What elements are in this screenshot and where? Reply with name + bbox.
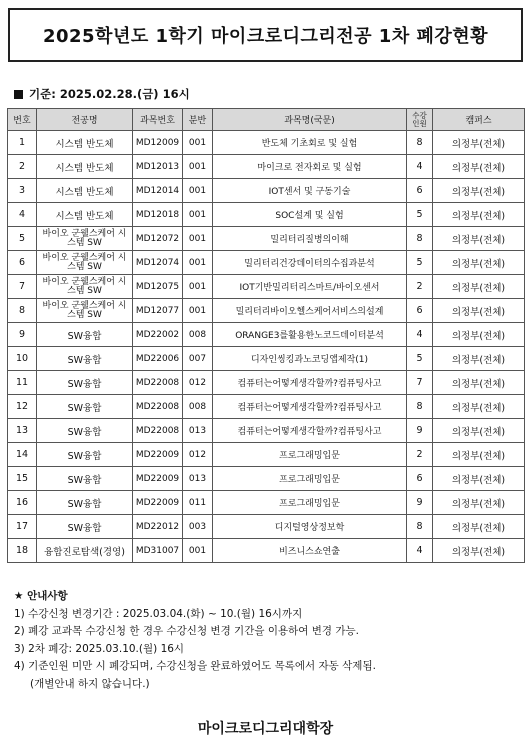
cell-number: 1 [8,131,37,155]
square-bullet-icon [14,90,23,99]
cell-major: SW융합 [37,467,133,491]
cell-enrolled: 8 [407,515,433,539]
cell-number: 12 [8,395,37,419]
table-row [8,419,525,443]
cell-course-name: 컴퓨터는어떻게생각할까?컴퓨팅사고 [213,419,407,443]
cell-number: 18 [8,539,37,563]
cell-enrolled: 8 [407,131,433,155]
cell-course-name: 밀리터리바이오헬스케어서비스의설계 [213,299,407,323]
table-row [8,515,525,539]
cell-course-code: MD22008 [133,419,183,443]
cell-course-code: MD22009 [133,491,183,515]
cell-number: 15 [8,467,37,491]
cell-enrolled: 4 [407,539,433,563]
header-enrolled: 수강 인원 [407,109,433,131]
notice-item: 1) 수강신청 변경기간 : 2025.03.04.(화) ~ 10.(월) 16시까지 [14,607,303,620]
cell-enrolled: 8 [407,395,433,419]
cell-enrolled: 6 [407,467,433,491]
cell-section: 001 [183,299,213,323]
cell-major: SW융합 [37,371,133,395]
cell-campus: 의정부(전체) [433,347,525,371]
cell-course-name: 반도체 기초회로 및 실험 [213,131,407,155]
cell-course-name: 프로그래밍입문 [213,491,407,515]
cell-major: 바이오 군웰스케어 시스템 SW [37,275,133,299]
table-row [8,323,525,347]
cell-course-code: MD12018 [133,203,183,227]
cell-enrolled: 5 [407,203,433,227]
cell-section: 001 [183,203,213,227]
cell-number: 9 [8,323,37,347]
cell-major: SW융합 [37,491,133,515]
table-row [8,539,525,563]
cell-major: 시스템 반도체 [37,203,133,227]
cell-section: 001 [183,131,213,155]
table-row [8,347,525,371]
cell-course-name: 비즈니스쇼연출 [213,539,407,563]
header-campus: 캠퍼스 [433,109,525,131]
cell-section: 008 [183,395,213,419]
cell-number: 3 [8,179,37,203]
cell-section: 012 [183,371,213,395]
cell-enrolled: 7 [407,371,433,395]
cell-section: 001 [183,227,213,251]
cell-section: 001 [183,275,213,299]
table-row [8,275,525,299]
cell-major: SW융합 [37,347,133,371]
table-row [8,467,525,491]
cell-enrolled: 6 [407,299,433,323]
cell-number: 16 [8,491,37,515]
cell-number: 6 [8,251,37,275]
cell-enrolled: 9 [407,491,433,515]
cell-major: 바이오 군웰스케어 시스템 SW [37,227,133,251]
table-row [8,131,525,155]
cell-campus: 의정부(전체) [433,371,525,395]
cell-section: 013 [183,419,213,443]
notice-item: 3) 2차 폐강: 2025.03.10.(월) 16시 [14,642,185,655]
cell-campus: 의정부(전체) [433,323,525,347]
cell-major: SW융합 [37,395,133,419]
cell-enrolled: 4 [407,155,433,179]
cell-course-name: SOC설계 및 실험 [213,203,407,227]
cell-major: 바이오 군웰스케어 시스템 SW [37,299,133,323]
cell-number: 7 [8,275,37,299]
cell-number: 8 [8,299,37,323]
notice-subnote: (개별안내 하지 않습니다.) [30,677,150,690]
notice-item: 2) 폐강 교과목 수강신청 한 경우 수강신청 변경 기간을 이용하여 변경 가능. [14,625,359,637]
notices-heading: ★ 안내사항 [14,590,68,602]
closed-courses-table [7,108,525,563]
cell-campus: 의정부(전체) [433,179,525,203]
cell-section: 001 [183,251,213,275]
cell-enrolled: 2 [407,443,433,467]
basis-line [14,86,190,102]
cell-course-name: 밀리터리건강데이터의수집과분석 [213,251,407,275]
cell-section: 013 [183,467,213,491]
cell-campus: 의정부(전체) [433,539,525,563]
cell-campus: 의정부(전체) [433,515,525,539]
cell-course-name: 프로그래밍입문 [213,467,407,491]
cell-course-code: MD12013 [133,155,183,179]
cell-course-code: MD22008 [133,371,183,395]
cell-section: 012 [183,443,213,467]
page-title-box [8,8,523,62]
cell-campus: 의정부(전체) [433,251,525,275]
cell-section: 001 [183,155,213,179]
cell-enrolled: 5 [407,347,433,371]
cell-course-name: 컴퓨터는어떻게생각할까?컴퓨팅사고 [213,371,407,395]
cell-course-name: IOT기반밀리터리스마트/바이오센서 [213,275,407,299]
cell-section: 003 [183,515,213,539]
cell-campus: 의정부(전체) [433,467,525,491]
issuer-signature: 마이크로디그리대학장 [197,721,334,737]
cell-section: 001 [183,539,213,563]
table-row [8,203,525,227]
cell-enrolled: 2 [407,275,433,299]
cell-campus: 의정부(전체) [433,299,525,323]
cell-number: 5 [8,227,37,251]
cell-course-code: MD12074 [133,251,183,275]
cell-course-code: MD22012 [133,515,183,539]
cell-course-name: 마이크로 전자회로 및 실험 [213,155,407,179]
cell-campus: 의정부(전체) [433,275,525,299]
table-row [8,155,525,179]
table-row [8,395,525,419]
cell-course-name: 컴퓨터는어떻게생각할까?컴퓨팅사고 [213,395,407,419]
table-row [8,443,525,467]
cell-campus: 의정부(전체) [433,131,525,155]
table-header-row [8,109,525,131]
header-section: 분반 [183,109,213,131]
cell-campus: 의정부(전체) [433,203,525,227]
cell-course-code: MD12014 [133,179,183,203]
cell-course-code: MD22002 [133,323,183,347]
cell-course-code: MD22009 [133,467,183,491]
cell-course-code: MD12077 [133,299,183,323]
cell-enrolled: 9 [407,419,433,443]
cell-number: 14 [8,443,37,467]
cell-number: 17 [8,515,37,539]
cell-section: 011 [183,491,213,515]
basis-date: 기준: 2025.02.28.(금) 16시 [29,87,190,101]
cell-number: 2 [8,155,37,179]
cell-course-code: MD12075 [133,275,183,299]
cell-major: 바이오 군웰스케어 시스템 SW [37,251,133,275]
cell-course-name: 밀리터리질병의이해 [213,227,407,251]
table-row [8,179,525,203]
cell-enrolled: 5 [407,251,433,275]
cell-campus: 의정부(전체) [433,395,525,419]
header-number: 번호 [8,109,37,131]
cell-course-code: MD22008 [133,395,183,419]
cell-number: 4 [8,203,37,227]
cell-course-name: IOT센서 및 구동기술 [213,179,407,203]
notice-item: 4) 기준인원 미만 시 폐강되며, 수강신청을 완료하였어도 목록에서 자동 삭제됨. [14,660,376,672]
page-title: 2025학년도 1학기 마이크로디그리전공 1차 폐강현황 [42,26,489,47]
cell-enrolled: 8 [407,227,433,251]
cell-course-code: MD12009 [133,131,183,155]
cell-section: 008 [183,323,213,347]
table-row [8,371,525,395]
cell-course-code: MD22006 [133,347,183,371]
cell-major: SW융합 [37,443,133,467]
cell-course-code: MD22009 [133,443,183,467]
cell-major: SW융합 [37,515,133,539]
cell-campus: 의정부(전체) [433,491,525,515]
cell-section: 007 [183,347,213,371]
cell-course-code: MD12072 [133,227,183,251]
notices [14,588,519,693]
header-course-code: 과목번호 [133,109,183,131]
cell-course-name: 프로그래밍입문 [213,443,407,467]
cell-campus: 의정부(전체) [433,419,525,443]
cell-major: SW융합 [37,323,133,347]
cell-number: 13 [8,419,37,443]
header-major: 전공명 [37,109,133,131]
table-row [8,227,525,251]
cell-major: 융합진로탐색(경영) [37,539,133,563]
header-course-name: 과목명(국문) [213,109,407,131]
table-row [8,491,525,515]
table-row [8,299,525,323]
cell-course-code: MD31007 [133,539,183,563]
cell-course-name: ORANGE3를활용한노코드데이터분석 [213,323,407,347]
cell-campus: 의정부(전체) [433,227,525,251]
cell-course-name: 디지털영상정보학 [213,515,407,539]
cell-enrolled: 6 [407,179,433,203]
cell-major: 시스템 반도체 [37,131,133,155]
cell-campus: 의정부(전체) [433,155,525,179]
cell-campus: 의정부(전체) [433,443,525,467]
cell-major: SW융합 [37,419,133,443]
cell-number: 10 [8,347,37,371]
table-row [8,251,525,275]
cell-enrolled: 4 [407,323,433,347]
cell-course-name: 디자인씽킹과노코딩앱제작(1) [213,347,407,371]
cell-major: 시스템 반도체 [37,155,133,179]
cell-number: 11 [8,371,37,395]
cell-major: 시스템 반도체 [37,179,133,203]
cell-section: 001 [183,179,213,203]
